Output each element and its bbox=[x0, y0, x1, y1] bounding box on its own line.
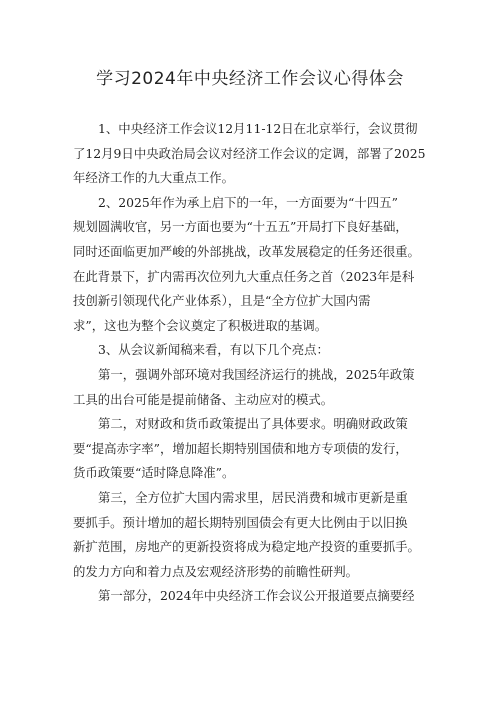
body-line: 第三，全方位扩大国内需求里，居民消费和城市更新是重 bbox=[98, 489, 408, 505]
body-line: 3、从会议新闻稿来看，有以下几个亮点： bbox=[98, 342, 329, 358]
body-line: 要“提高赤字率”，增加超长期特别国债和地方专项债的发行， bbox=[73, 440, 408, 456]
body-line: 的发力方向和着力点及宏观经济形势的前瞻性研判。 bbox=[73, 563, 358, 579]
body-line: 技创新引领现代化产业体系），且是“全方位扩大国内需 bbox=[73, 293, 371, 309]
body-line: 了12月9日中央政治局会议对经济工作会议的定调，部署了2025 bbox=[73, 145, 426, 161]
body-line: 第一部分，2024年中央经济工作会议公开报道要点摘要经 bbox=[98, 588, 415, 604]
body-line: 新扩范围，房地产的更新投资将成为稳定地产投资的重要抓手。 bbox=[73, 539, 420, 555]
body-line: 工具的出台可能是提前储备、主动应对的模式。 bbox=[73, 391, 334, 407]
body-line: 第二，对财政和货币政策提出了具体要求。明确财政政策 bbox=[98, 416, 408, 432]
body-line: 同时还面临更加严峻的外部挑战，改革发展稳定的任务还很重。 bbox=[73, 243, 420, 259]
body-line: 货币政策要“适时降息降准”。 bbox=[73, 465, 235, 481]
body-line: 1、中央经济工作会议12月11-12日在北京举行，会议贯彻 bbox=[98, 121, 418, 136]
body-line: 求”，这也为整个会议奠定了积极进取的基调。 bbox=[73, 317, 328, 333]
document-title: 学习2024年中央经济工作会议心得体会 bbox=[96, 69, 404, 89]
body-line: 2、2025年作为承上启下的一年，一方面要为“十四五” bbox=[98, 194, 398, 210]
body-line: 年经济工作的九大重点工作。 bbox=[73, 170, 235, 186]
document-body bbox=[73, 117, 433, 609]
body-line: 第一，强调外部环境对我国经济运行的挑战，2025年政策 bbox=[98, 366, 415, 382]
body-line: 规划圆满收官，另一方面也要为“十五五”开局打下良好基础， bbox=[73, 219, 408, 235]
body-line: 要抓手。预计增加的超长期特别国债会有更大比例由于以旧换 bbox=[73, 514, 408, 530]
body-line: 在此背景下，扩内需再次位列九大重点任务之首（2023年是科 bbox=[73, 268, 415, 284]
